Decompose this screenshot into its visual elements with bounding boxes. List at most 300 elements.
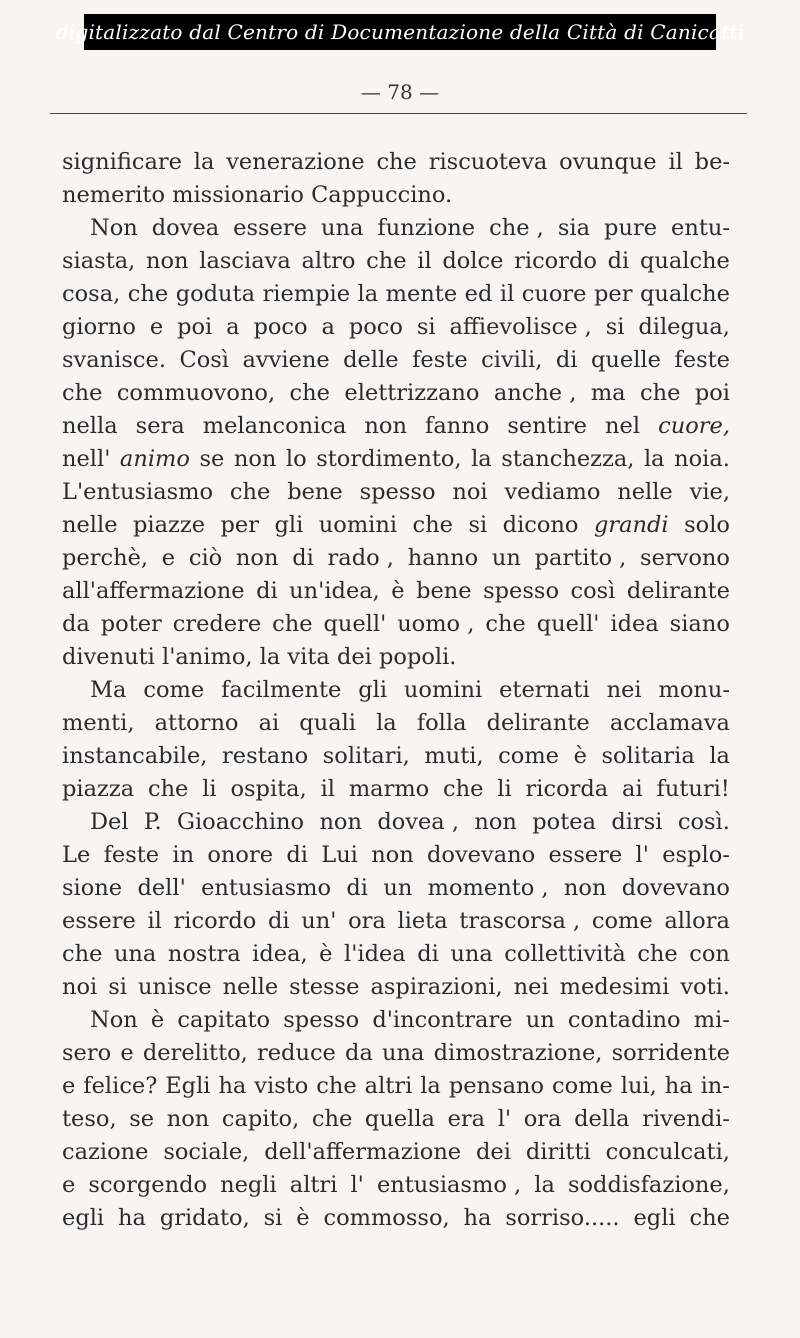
word: quali: [299, 710, 356, 736]
word: melanconica: [202, 413, 347, 439]
word: ora: [523, 1106, 562, 1132]
word: potea: [532, 809, 597, 835]
word: teso,: [62, 1106, 117, 1132]
text-line: [62, 1037, 730, 1070]
word: si: [468, 512, 488, 538]
word: un': [301, 908, 337, 934]
word: lieta: [397, 908, 448, 934]
word: non: [474, 809, 517, 835]
word: nei: [606, 677, 642, 703]
word: perchè,: [62, 545, 149, 571]
text-line: [62, 212, 730, 245]
word: dei: [476, 1139, 511, 1165]
word: commosso,: [323, 1205, 450, 1231]
word: spesso: [359, 479, 436, 505]
word: di: [346, 875, 368, 901]
word: negli: [220, 1172, 277, 1198]
text-line: [62, 146, 730, 179]
text-line: [62, 971, 730, 1004]
text-line: [62, 1103, 730, 1136]
word: in: [172, 842, 195, 868]
word: dicono: [502, 512, 579, 538]
word: a: [321, 314, 335, 340]
word: di: [256, 578, 278, 604]
word: stesse: [289, 974, 360, 1000]
word: un'idea,: [289, 578, 380, 604]
word: entu-: [671, 215, 730, 241]
word: partito ,: [534, 545, 627, 571]
page-number: — 78 —: [360, 80, 440, 104]
text-line: [62, 245, 730, 278]
word: grandi: [593, 512, 669, 538]
word: lasciava: [199, 248, 291, 274]
word: una: [320, 215, 364, 241]
word: svanisce.: [62, 347, 166, 373]
word: che: [127, 281, 169, 307]
word: rado ,: [327, 545, 394, 571]
word: quell': [323, 611, 387, 637]
word: L'entusiasmo: [62, 479, 214, 505]
word: noi: [452, 479, 488, 505]
word: si: [263, 1205, 283, 1231]
word: uomo ,: [397, 611, 475, 637]
word: una: [450, 941, 493, 967]
word: che: [147, 776, 189, 802]
word: dovevano: [621, 875, 730, 901]
word: mente: [385, 281, 458, 307]
word: cuore,: [658, 413, 730, 439]
word: che: [412, 512, 453, 538]
word: di: [286, 842, 308, 868]
word: elettrizzano: [344, 380, 480, 406]
word: attorno: [154, 710, 239, 736]
word: capito,: [221, 1106, 300, 1132]
word: goduta: [175, 281, 255, 307]
word: la: [471, 446, 492, 472]
text-line: [62, 839, 730, 872]
word: egli: [633, 1205, 676, 1231]
word: ora: [348, 908, 386, 934]
word: altro: [301, 248, 356, 274]
word: ha: [218, 1073, 247, 1099]
word: idea,: [252, 941, 308, 967]
word: non: [364, 413, 407, 439]
word: servono: [640, 545, 730, 571]
word: ai: [622, 776, 643, 802]
word: Non: [90, 1007, 138, 1033]
text-line: [62, 1202, 730, 1235]
word: l': [350, 1172, 364, 1198]
word: che: [311, 1106, 353, 1132]
word: folla: [416, 710, 467, 736]
word: giorno: [62, 314, 136, 340]
word: cosa,: [62, 281, 121, 307]
word: si: [416, 314, 436, 340]
word: mi-: [693, 1007, 730, 1033]
word: e: [149, 314, 164, 340]
word: soddisfazione,: [567, 1172, 730, 1198]
word: ed: [464, 281, 493, 307]
word: era: [447, 1106, 486, 1132]
word: bene: [287, 479, 343, 505]
word: ai: [258, 710, 280, 736]
word: il: [499, 281, 515, 307]
header-rule: [50, 113, 747, 114]
word: derelitto,: [142, 1040, 248, 1066]
word: nell': [62, 446, 111, 472]
word: una: [113, 941, 157, 967]
word: pensano: [448, 1073, 545, 1099]
word: pure: [604, 215, 658, 241]
word: sera: [135, 413, 185, 439]
word: uomini: [318, 512, 398, 538]
word: nelle: [222, 974, 279, 1000]
word: non: [166, 1106, 210, 1132]
word: gli: [274, 512, 304, 538]
word: non: [319, 809, 362, 835]
word: stordimento,: [316, 446, 462, 472]
text-line: [62, 938, 730, 971]
word: nostra: [167, 941, 241, 967]
word: Lui: [321, 842, 358, 868]
word: di: [417, 941, 439, 967]
word: che: [443, 776, 484, 802]
word: dolce: [442, 248, 504, 274]
word: essere: [233, 215, 307, 241]
word: noi: [62, 974, 98, 1000]
word: la: [643, 446, 665, 472]
word: e: [120, 1040, 134, 1066]
word: che: [289, 380, 330, 406]
word: ha: [463, 1205, 492, 1231]
word: siasta,: [62, 248, 136, 274]
word: l': [497, 1106, 512, 1132]
word: avviene: [242, 347, 330, 373]
word: restano: [222, 743, 309, 769]
banner-text: digitalizzato dal Centro di Documentazione della Città di Canicattì: [55, 20, 745, 44]
word: li: [202, 776, 217, 802]
word: ricordo: [514, 248, 597, 274]
word: ciò: [188, 545, 223, 571]
text-line: [62, 905, 730, 938]
word: essere: [548, 842, 623, 868]
word: sero: [62, 1040, 112, 1066]
word: esplo-: [662, 842, 730, 868]
word: di: [607, 248, 630, 274]
word: Gioacchino: [177, 809, 305, 835]
word: civili,: [481, 347, 543, 373]
word: così: [570, 578, 616, 604]
word: siano: [669, 611, 730, 637]
word: lui,: [620, 1073, 657, 1099]
word: aspirazioni,: [370, 974, 503, 1000]
word: che: [689, 1205, 730, 1231]
word: piazza: [62, 776, 135, 802]
word: medesimi: [559, 974, 670, 1000]
word: visto: [254, 1073, 309, 1099]
word: solo: [684, 512, 730, 538]
word: ovunque: [559, 149, 657, 175]
word: ricorda: [525, 776, 609, 802]
word: uomini: [403, 677, 483, 703]
word: ha: [118, 1205, 146, 1231]
word: altri: [364, 1073, 413, 1099]
word: funzione: [377, 215, 476, 241]
word: che: [62, 941, 103, 967]
word: collettività: [504, 941, 626, 967]
word: ospita,: [230, 776, 307, 802]
word: reduce: [256, 1040, 336, 1066]
word: è: [296, 1205, 310, 1231]
text-line: [62, 311, 730, 344]
word: monu-: [658, 677, 730, 703]
text-line: [62, 377, 730, 410]
word: per: [594, 281, 633, 307]
word: non: [146, 248, 189, 274]
word: cuore: [521, 281, 587, 307]
word: dell'affermazione: [264, 1139, 462, 1165]
word: da: [62, 611, 90, 637]
word: menti,: [62, 710, 135, 736]
word: dell': [137, 875, 186, 901]
word: con: [689, 941, 730, 967]
word: scorgendo: [88, 1172, 208, 1198]
word: felice?: [83, 1073, 158, 1099]
word: di: [267, 908, 290, 934]
word: e: [62, 1073, 76, 1099]
text-line: [62, 179, 730, 212]
text-line: [62, 608, 730, 641]
word: è: [150, 1007, 165, 1033]
text-line: [62, 476, 730, 509]
word: quella: [364, 1106, 435, 1132]
word: non: [233, 446, 277, 472]
word: conculcati,: [605, 1139, 730, 1165]
word: contadino: [567, 1007, 681, 1033]
word: allora: [664, 908, 730, 934]
word: come: [591, 908, 653, 934]
word: futuri!: [656, 776, 730, 802]
word: nei: [513, 974, 549, 1000]
word: l'idea: [344, 941, 406, 967]
word: la: [534, 1172, 555, 1198]
text-line: [62, 1004, 730, 1037]
word: di: [555, 347, 578, 373]
word: è: [391, 578, 405, 604]
word: non: [235, 545, 279, 571]
word: dovea ,: [377, 809, 460, 835]
text-line: [62, 806, 730, 839]
word: solitari,: [322, 743, 410, 769]
word: la: [193, 149, 215, 175]
word: che ,: [489, 215, 544, 241]
word: delle: [343, 347, 399, 373]
word: commuovono,: [116, 380, 276, 406]
word: Così: [179, 347, 229, 373]
word: spesso: [283, 1007, 360, 1033]
word: la: [376, 710, 397, 736]
word: ma: [590, 380, 626, 406]
text-line: [62, 344, 730, 377]
text-line: [62, 575, 730, 608]
word: be-: [694, 149, 730, 175]
word: sociale,: [163, 1139, 250, 1165]
word: fanno: [425, 413, 490, 439]
word: la: [709, 743, 730, 769]
word: entusiasmo ,: [376, 1172, 522, 1198]
word: sorridente: [611, 1040, 730, 1066]
word: riempie: [262, 281, 351, 307]
word: un: [383, 875, 413, 901]
word: dovevano: [427, 842, 536, 868]
word: P.: [143, 809, 162, 835]
word: il: [147, 908, 162, 934]
word: poi: [177, 314, 213, 340]
word: stanchezza,: [501, 446, 635, 472]
word: e: [161, 545, 176, 571]
text-line: [62, 1136, 730, 1169]
word: quelle: [591, 347, 661, 373]
word: poco: [253, 314, 308, 340]
word: ha: [664, 1073, 693, 1099]
word: delirante: [626, 578, 730, 604]
word: idea: [610, 611, 659, 637]
word: hanno: [407, 545, 479, 571]
word: l': [635, 842, 649, 868]
word: un: [525, 1007, 555, 1033]
word: nelle: [617, 479, 673, 505]
word: gridato,: [159, 1205, 250, 1231]
word: cazione: [62, 1139, 149, 1165]
word: solitaria: [601, 743, 695, 769]
word: il: [320, 776, 335, 802]
word: dovea: [151, 215, 220, 241]
word: si: [108, 974, 127, 1000]
word: rivendi-: [642, 1106, 730, 1132]
word: qualche: [639, 248, 730, 274]
word: è: [319, 941, 333, 967]
word: che: [485, 611, 526, 637]
digitization-banner: [55, 14, 745, 50]
word: Le: [62, 842, 91, 868]
text-line: [62, 740, 730, 773]
word: se: [199, 446, 225, 472]
text-line: [62, 707, 730, 740]
text-line: [62, 674, 730, 707]
text-line: [62, 1169, 730, 1202]
word: si: [605, 314, 625, 340]
word: la: [357, 281, 379, 307]
text-body: [62, 146, 730, 1235]
word: spesso: [483, 578, 559, 604]
word: egli: [62, 1205, 105, 1231]
word: vie,: [689, 479, 730, 505]
word: li: [497, 776, 512, 802]
word: una: [382, 1040, 425, 1066]
word: ricordo: [173, 908, 257, 934]
text-line: [62, 641, 730, 674]
word: lo: [285, 446, 307, 472]
word: se: [129, 1106, 155, 1132]
word: marmo: [348, 776, 430, 802]
word: d'incontrare: [372, 1007, 513, 1033]
word: la: [420, 1073, 441, 1099]
word: poi: [694, 380, 730, 406]
word: onore: [207, 842, 274, 868]
word: facilmente: [221, 677, 342, 703]
word: Del: [90, 809, 129, 835]
word: che: [637, 941, 678, 967]
word: entusiasmo: [201, 875, 332, 901]
word: sia: [557, 215, 591, 241]
word: che: [366, 248, 407, 274]
word: divenuti l'animo, la vita dei popoli.: [62, 644, 457, 670]
word: delirante: [486, 710, 590, 736]
word: Ma: [90, 677, 127, 703]
word: significare: [62, 149, 182, 175]
word: come: [551, 1073, 613, 1099]
word: feste: [412, 347, 468, 373]
word: noia.: [674, 446, 730, 472]
text-line: [62, 542, 730, 575]
word: il: [417, 248, 432, 274]
text-line: [62, 1070, 730, 1103]
word: acclamava: [609, 710, 730, 736]
word: di: [292, 545, 314, 571]
word: essere: [62, 908, 136, 934]
word: sione: [62, 875, 123, 901]
word: e: [62, 1172, 76, 1198]
word: eternati: [499, 677, 590, 703]
word: come: [498, 743, 559, 769]
word: così.: [677, 809, 730, 835]
word: non: [371, 842, 414, 868]
word: che: [640, 380, 681, 406]
word: diritti: [525, 1139, 591, 1165]
word: quell': [536, 611, 600, 637]
word: feste: [103, 842, 160, 868]
text-line: [62, 509, 730, 542]
word: che: [62, 380, 103, 406]
word: muti,: [424, 743, 484, 769]
word: credere: [172, 611, 262, 637]
word: nelle: [62, 512, 118, 538]
word: animo: [119, 446, 190, 472]
word: momento ,: [427, 875, 549, 901]
word: piazze: [133, 512, 206, 538]
word: che: [272, 611, 313, 637]
word: voti.: [680, 974, 730, 1000]
word: per: [220, 512, 260, 538]
word: affievolisce ,: [449, 314, 592, 340]
word: poter: [100, 611, 162, 637]
word: che: [316, 1073, 357, 1099]
word: venerazione: [226, 149, 365, 175]
word: dilegua,: [638, 314, 730, 340]
word: unisce: [137, 974, 212, 1000]
word: nel: [605, 413, 641, 439]
word: Non: [90, 215, 138, 241]
word: bene: [416, 578, 472, 604]
word: riscuoteva: [428, 149, 548, 175]
word: nemerito missionario Cappuccino.: [62, 182, 453, 208]
word: altri: [289, 1172, 338, 1198]
word: gli: [358, 677, 388, 703]
word: sentire: [507, 413, 587, 439]
word: nella: [62, 413, 118, 439]
text-line: [62, 278, 730, 311]
text-line: [62, 443, 730, 476]
